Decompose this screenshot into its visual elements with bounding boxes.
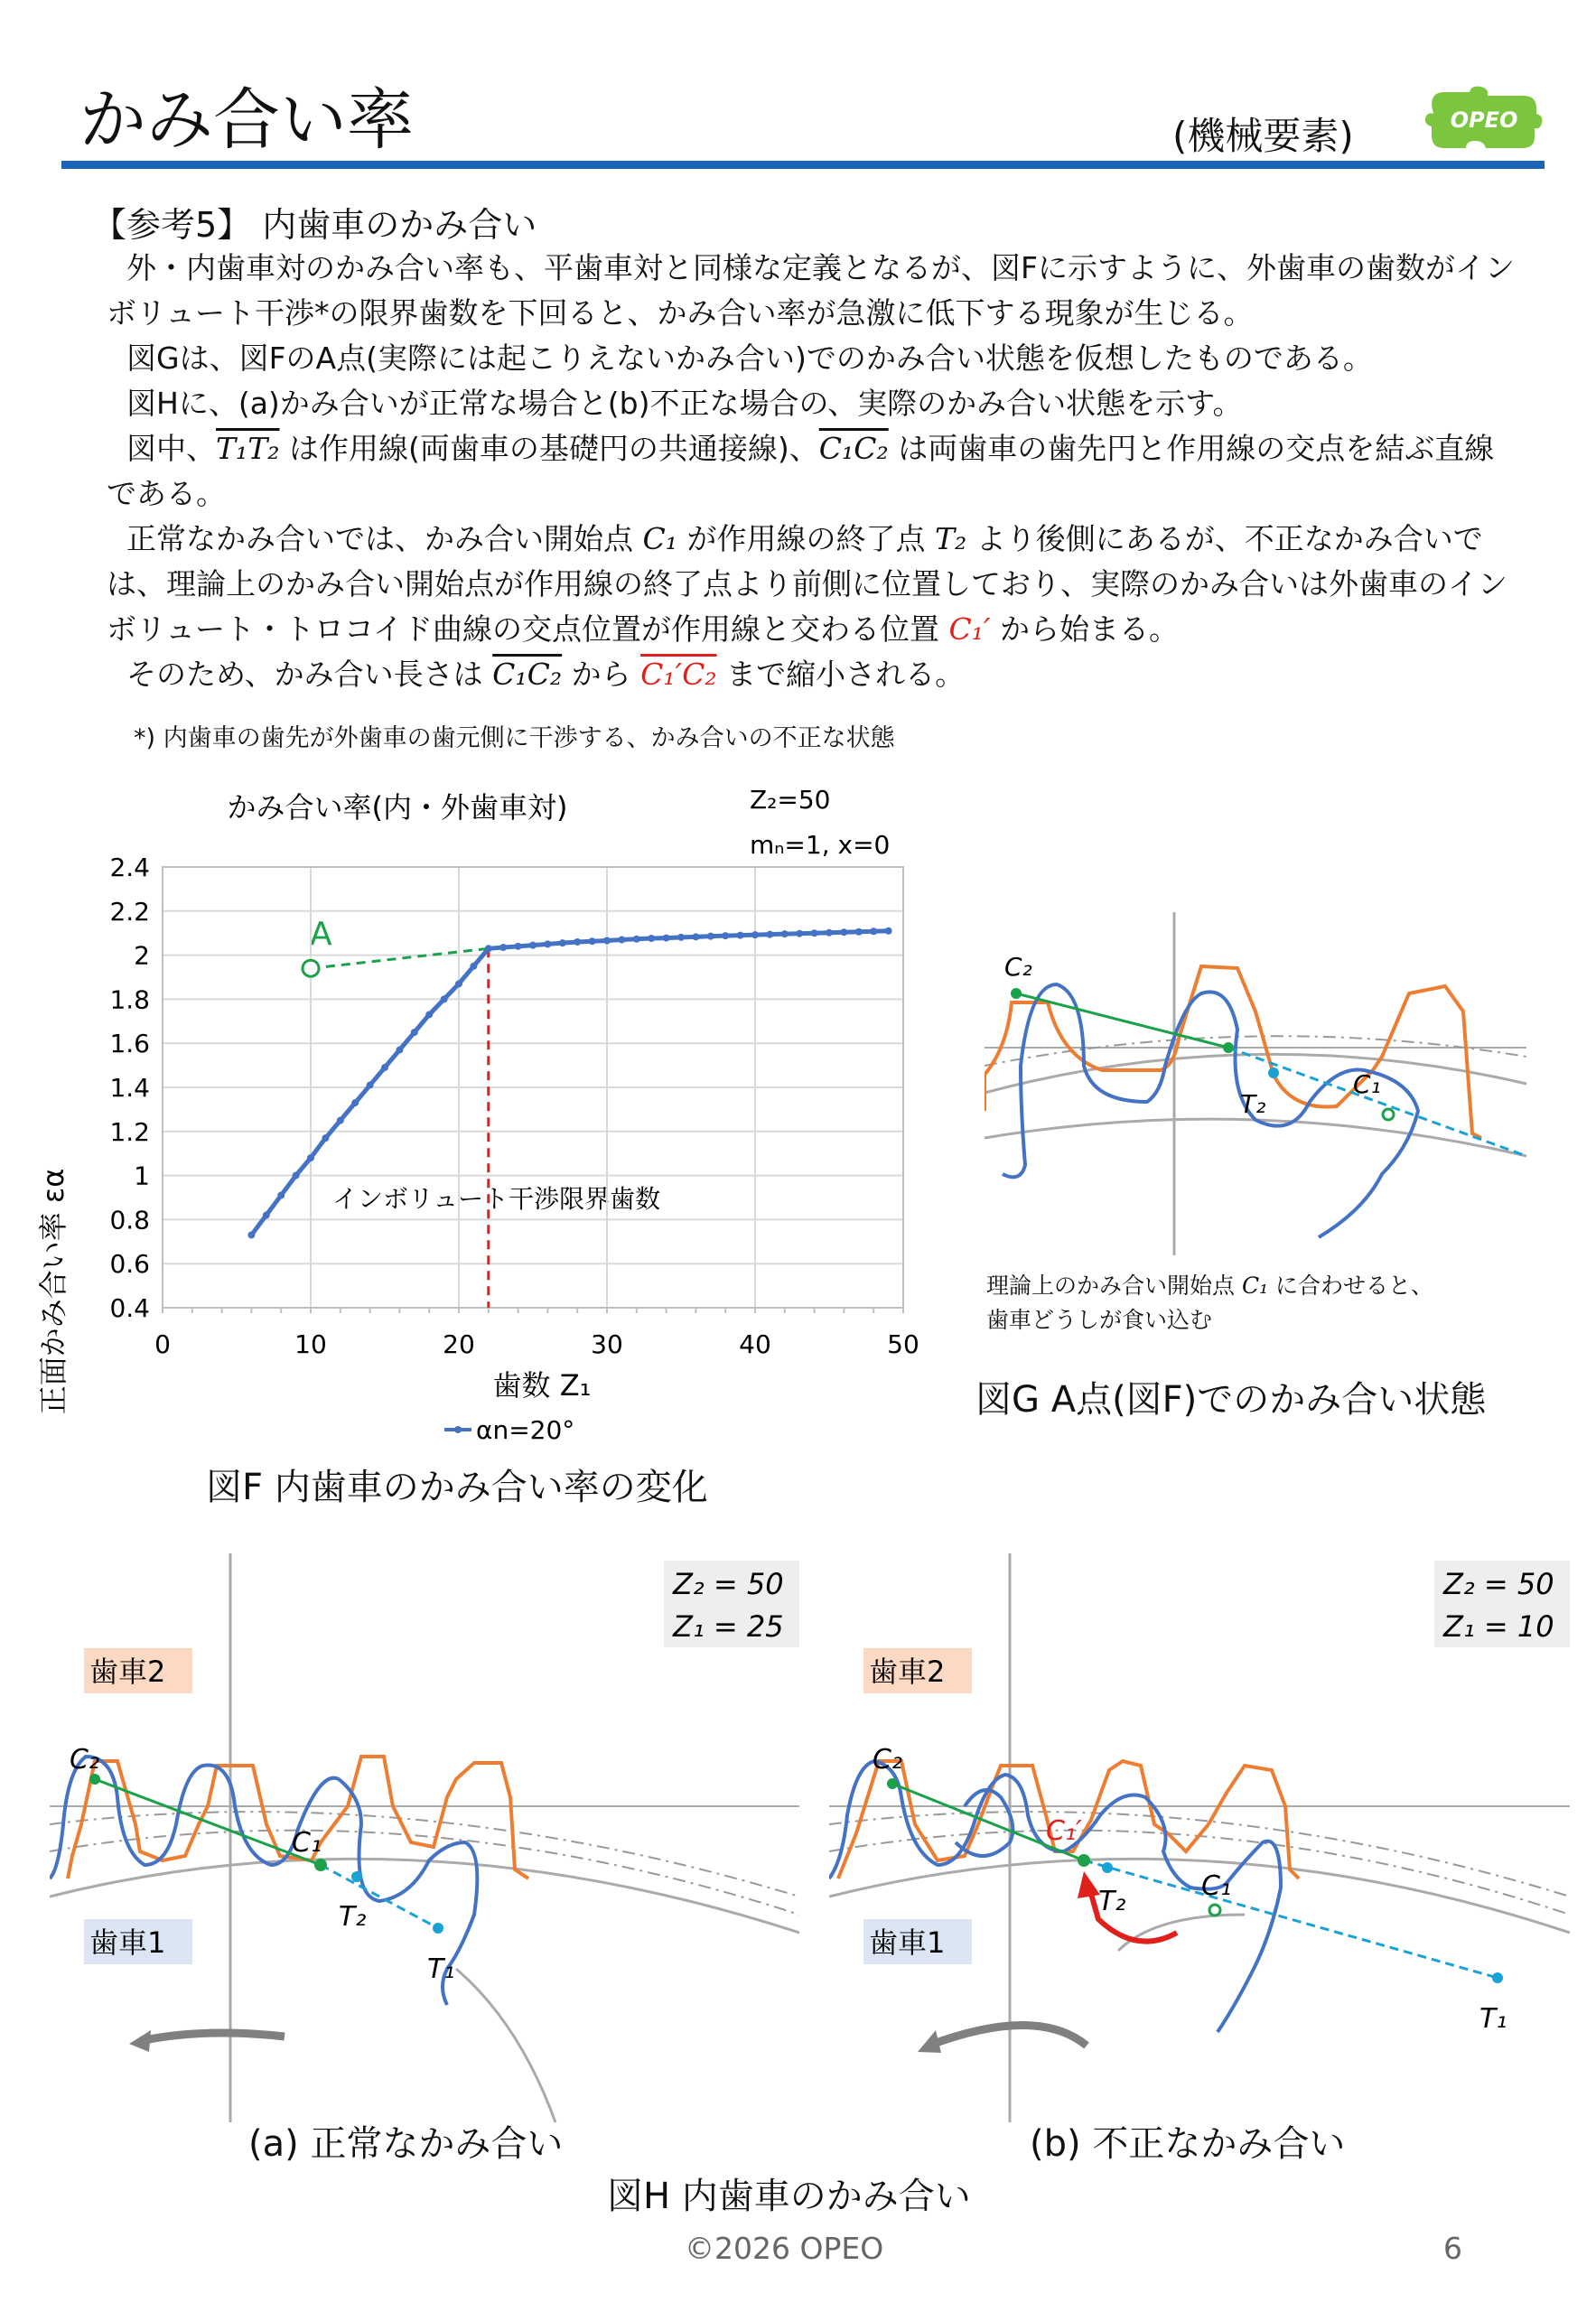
data-point [840,928,847,936]
label-t2: T₂ [1240,1089,1266,1119]
point-c1 [1209,1905,1220,1916]
gear2-label: 歯車2 [89,1655,166,1689]
data-point [485,945,492,952]
figure-h-b-caption: (b) 不正なかみ合い [1030,2123,1346,2165]
data-point [351,1099,359,1106]
data-point [367,1082,374,1089]
data-point [293,1172,300,1179]
point-t1 [433,1923,443,1934]
paragraph-3: 図Hに、(a)かみ合いが正常な場合と(b)不正な場合の、実際のかみ合い状態を示す。 [126,386,1243,421]
label-c1-prime: C₁′ [1046,1815,1082,1847]
param-z2: Z₂ = 50 [1443,1567,1554,1601]
root-circle [985,1119,1526,1156]
point-c2 [887,1778,898,1789]
paragraph-4: 図中、T₁T₂ は作用線(両歯車の基礎円の共通接線)、C₁C₂ は両歯車の歯先円と作用線の交点を結ぶ直線である。 [107,431,1495,511]
legend-marker [454,1426,462,1433]
y-tick-label: 1 [134,1161,150,1191]
point-t2 [1102,1862,1113,1873]
figure-g-diagram [985,912,1554,1291]
c1c2-line [1016,993,1228,1048]
x-tick-label: 50 [887,1329,919,1359]
data-point [603,937,611,944]
data-point [247,1231,255,1238]
label-t1: T₁ [427,1953,455,1985]
rotation-arrow [140,2033,285,2041]
label-c2: C₂ [1004,952,1032,982]
logo-text: OPEO [1450,107,1518,133]
x-tick-label: 40 [739,1329,771,1359]
gear1-label: 歯車1 [869,1925,946,1960]
data-point [648,935,655,942]
x-axis-label: 歯数 Z₁ [492,1368,592,1403]
data-point [707,933,714,940]
label-t2: T₂ [339,1901,367,1933]
point-a-label: A [310,916,332,953]
data-point [811,929,818,937]
data-point [885,928,892,935]
paragraph-2: 図Gは、図FのA点(実際には起こりえないかみ合い)でのかみ合い状態を仮想したものである。 [126,340,1373,376]
point-a-link-line [311,948,489,968]
figure-h-caption: 図H 内歯車のかみ合い [607,2176,971,2217]
label-c2: C₂ [873,1744,902,1776]
addendum-circle [829,1812,1570,1897]
label-c1: C₁ [1353,1069,1381,1099]
point-t2 [1268,1067,1279,1078]
gear1-circle [1118,1915,1245,1951]
rotation-arrow [929,2026,1087,2046]
rotation-arrow-head [129,2030,151,2052]
page-number: 6 [1443,2231,1462,2266]
point-c2 [1011,988,1022,999]
data-point [737,932,744,939]
label-t2: T₂ [1098,1886,1126,1917]
data-point [663,935,670,942]
section-body [107,246,1516,697]
y-tick-label: 2.4 [109,853,150,882]
point-t2 [351,1871,362,1882]
figure-g-caption: 図G A点(図F)でのかみ合い状態 [975,1379,1487,1421]
interference-label: インボリュート干渉限界歯数 [332,1184,661,1214]
legend-text: αn=20° [476,1415,575,1445]
data-point [396,1047,403,1054]
data-point [455,980,462,987]
data-point [529,942,537,949]
y-tick-label: 1.4 [109,1073,150,1103]
point-c1 [1383,1109,1394,1120]
paragraph-6: そのため、かみ合い長さは C₁C₂ から C₁′C₂ まで縮小される。 [126,657,966,692]
data-point [411,1029,418,1036]
data-point [381,1064,388,1071]
data-point [722,932,729,939]
data-point [425,1011,433,1018]
data-point [441,995,448,1002]
x-tick-label: 30 [591,1329,623,1359]
c1-prime-symbol: C₁′ [948,611,991,647]
label-c2: C₂ [70,1744,99,1776]
action-line [1084,1860,1498,1978]
param-z2: Z₂ = 50 [673,1567,784,1601]
data-point [826,929,833,937]
data-point [766,931,773,938]
data-point [677,934,685,941]
base-circle [985,1054,1526,1093]
data-point [263,1212,270,1219]
page-category: (機械要素) [1172,114,1354,158]
y-tick-label: 0.8 [109,1205,150,1235]
figure-f-caption: 図F 内歯車のかみ合い率の変化 [206,1467,708,1508]
data-point [307,1154,314,1161]
y-tick-label: 2.2 [109,896,150,927]
data-point [618,937,625,944]
data-point [855,928,863,936]
param-z1: Z₁ = 10 [1443,1609,1554,1644]
data-point [781,930,789,937]
x-tick-label: 20 [443,1329,475,1359]
gear1-circle [456,1969,555,2122]
x-tick-label: 0 [154,1329,171,1359]
c1c2-line [95,1779,321,1865]
point-c1-prime [1078,1854,1090,1867]
figure-h-a-caption: (a) 正常なかみ合い [248,2123,564,2165]
point-c2-end [1223,1042,1234,1053]
rotation-arrow-head [918,2030,941,2053]
data-point [499,944,507,951]
t1t2-segment: T₁T₂ [216,431,280,466]
external-gear-1 [50,1757,477,2005]
data-point [322,1134,329,1142]
paragraph-5: 正常なかみ合いでは、かみ合い開始点 C₁ が作用線の終了点 T₂ より後側にあるが、不正なかみ合いでは、理論上のかみ合い開始点が作用線の終了点より前側に位置しており、実際のかみ合いは外歯車のインボリュート・トロコイド曲線の交点位置が作用線と交わる位置 C₁′ から始まる。 [107,521,1507,647]
label-t1: T₁ [1479,2003,1507,2035]
data-point [589,937,596,945]
data-point [277,1192,285,1199]
point-c1 [314,1859,327,1871]
data-point [692,933,699,940]
data-point [337,1117,344,1124]
data-point [870,928,877,935]
section-heading: 【参考5】 内歯車のかみ合い [92,205,537,245]
paragraph-1: 外・内歯車対のかみ合い率も、平歯車対と同様な定義となるが、図Fに示すように、外歯車の歯数がインボリュート干渉*の限界歯数を下回ると、かみ合い率が急激に低下する現象が生じる。 [107,250,1515,331]
y-tick-label: 1.2 [109,1116,150,1147]
header-rule [61,161,1545,169]
copyright: ©2026 OPEO [685,2231,884,2266]
gear2-label: 歯車2 [869,1655,946,1689]
data-point [470,963,477,970]
param-mn: mₙ=1, x=0 [750,830,891,860]
c1c2-segment: C₁C₂ [818,431,889,466]
footnote: *) 内歯車の歯先が外歯車の歯元側に干渉する、かみ合いの不正な状態 [134,724,895,752]
y-tick-label: 1.8 [109,984,150,1015]
data-point [515,943,522,950]
data-point [751,931,759,938]
shift-arrow-head [1078,1871,1100,1898]
figure-f-chart [27,777,939,1499]
param-z2: Z₂=50 [750,785,831,815]
page-title: かみ合い率 [79,81,414,159]
data-point [544,940,551,947]
point-a-marker [303,960,319,976]
figure-g-note: 理論上のかみ合い開始点 C₁ に合わせると、 歯車どうしが食い込む [986,1273,1434,1333]
data-point [574,938,581,946]
opeo-logo [1423,85,1545,153]
label-c1: C₁ [1201,1870,1231,1902]
param-z1: Z₁ = 25 [673,1609,784,1644]
data-point [633,936,640,943]
chart-title: かみ合い率(内・外歯車対) [227,790,568,825]
dedendum-circle [829,1831,1570,1915]
y-tick-label: 1.6 [109,1029,150,1059]
external-gear-1 [1003,984,1418,1237]
y-tick-label: 2 [134,940,150,971]
point-t1 [1492,1972,1503,1983]
y-tick-label: 0.6 [109,1249,150,1280]
figure-h-b-diagram [829,1553,1570,2131]
y-axis-label: 正面かみ合い率 εα [36,1168,70,1415]
x-tick-label: 10 [294,1329,327,1359]
data-point [796,930,803,937]
y-tick-label: 0.4 [109,1293,150,1323]
data-point [559,939,566,946]
label-c1: C₁ [292,1827,322,1859]
gear1-label: 歯車1 [89,1925,166,1960]
figure-h-a-diagram [50,1553,799,2131]
